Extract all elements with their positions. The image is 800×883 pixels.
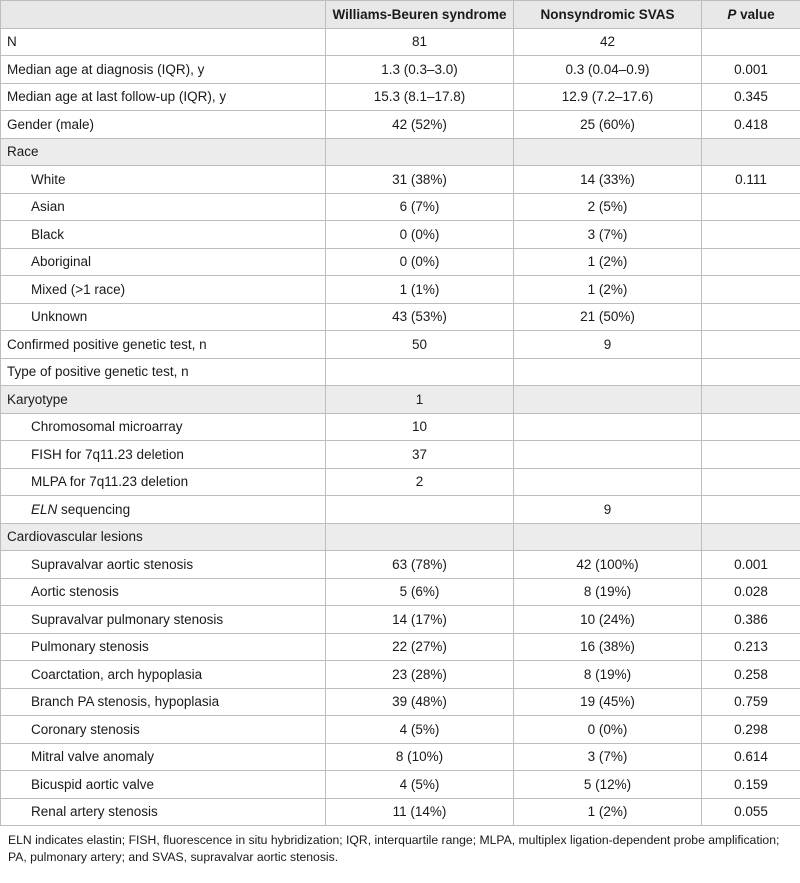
table-row bbox=[1, 468, 800, 496]
cell-wbs: 15.3 (8.1–17.8) bbox=[326, 83, 514, 111]
cell-wbs: 0 (0%) bbox=[326, 248, 514, 276]
cell-svas: 0 (0%) bbox=[514, 716, 702, 744]
table-row bbox=[1, 331, 800, 359]
cell-p-value bbox=[702, 386, 800, 414]
cell-svas: 5 (12%) bbox=[514, 771, 702, 799]
cell-svas: 1 (2%) bbox=[514, 276, 702, 304]
table-row bbox=[1, 578, 800, 606]
cell-wbs: 5 (6%) bbox=[326, 578, 514, 606]
cell-svas: 8 (19%) bbox=[514, 578, 702, 606]
cell-wbs: 1 bbox=[326, 386, 514, 414]
table-body bbox=[1, 28, 800, 826]
row-label: Karyotype bbox=[1, 386, 326, 414]
cell-svas bbox=[514, 138, 702, 166]
cell-wbs: 42 (52%) bbox=[326, 111, 514, 139]
cell-wbs: 50 bbox=[326, 331, 514, 359]
cell-wbs: 1 (1%) bbox=[326, 276, 514, 304]
cell-wbs bbox=[326, 358, 514, 386]
cell-svas: 3 (7%) bbox=[514, 743, 702, 771]
cell-svas: 16 (38%) bbox=[514, 633, 702, 661]
header-svas: Nonsyndromic SVAS bbox=[514, 1, 702, 29]
table-row bbox=[1, 441, 800, 469]
cell-svas bbox=[514, 413, 702, 441]
row-label: Coronary stenosis bbox=[1, 716, 326, 744]
row-label-rest: sequencing bbox=[57, 501, 131, 517]
table-row bbox=[1, 56, 800, 84]
cell-wbs bbox=[326, 523, 514, 551]
cell-wbs: 10 bbox=[326, 413, 514, 441]
cell-wbs: 14 (17%) bbox=[326, 606, 514, 634]
cell-svas bbox=[514, 468, 702, 496]
row-label: Median age at diagnosis (IQR), y bbox=[1, 56, 326, 84]
cell-svas: 1 (2%) bbox=[514, 798, 702, 826]
row-label: Branch PA stenosis, hypoplasia bbox=[1, 688, 326, 716]
row-label: Pulmonary stenosis bbox=[1, 633, 326, 661]
cell-p-value: 0.028 bbox=[702, 578, 800, 606]
row-label: Gender (male) bbox=[1, 111, 326, 139]
cell-svas: 0.3 (0.04–0.9) bbox=[514, 56, 702, 84]
table-row bbox=[1, 166, 800, 194]
cell-p-value bbox=[702, 358, 800, 386]
row-label: Mixed (>1 race) bbox=[1, 276, 326, 304]
cell-svas: 14 (33%) bbox=[514, 166, 702, 194]
cell-svas bbox=[514, 358, 702, 386]
cell-p-value: 0.345 bbox=[702, 83, 800, 111]
table-row bbox=[1, 688, 800, 716]
cell-svas: 8 (19%) bbox=[514, 661, 702, 689]
row-label bbox=[1, 496, 326, 524]
header-p-rest: value bbox=[736, 6, 775, 22]
table-row bbox=[1, 743, 800, 771]
cell-p-value bbox=[702, 138, 800, 166]
table-row bbox=[1, 358, 800, 386]
row-label: Coarctation, arch hypoplasia bbox=[1, 661, 326, 689]
cell-wbs: 31 (38%) bbox=[326, 166, 514, 194]
row-label: Type of positive genetic test, n bbox=[1, 358, 326, 386]
table-row bbox=[1, 303, 800, 331]
table-row bbox=[1, 496, 800, 524]
row-label: Race bbox=[1, 138, 326, 166]
cell-wbs bbox=[326, 138, 514, 166]
table-row bbox=[1, 551, 800, 579]
row-label: Aortic stenosis bbox=[1, 578, 326, 606]
table-row bbox=[1, 798, 800, 826]
table-row bbox=[1, 248, 800, 276]
cell-p-value bbox=[702, 28, 800, 56]
table-row bbox=[1, 771, 800, 799]
row-label: Confirmed positive genetic test, n bbox=[1, 331, 326, 359]
cell-svas: 21 (50%) bbox=[514, 303, 702, 331]
row-label: Mitral valve anomaly bbox=[1, 743, 326, 771]
header-row bbox=[1, 1, 800, 29]
row-label: Black bbox=[1, 221, 326, 249]
header-p-letter: P bbox=[727, 6, 737, 22]
cell-wbs: 39 (48%) bbox=[326, 688, 514, 716]
cell-p-value: 0.213 bbox=[702, 633, 800, 661]
cell-p-value bbox=[702, 413, 800, 441]
cell-p-value bbox=[702, 221, 800, 249]
table-row bbox=[1, 413, 800, 441]
table-row bbox=[1, 661, 800, 689]
header-p-value bbox=[702, 1, 800, 29]
table-row bbox=[1, 716, 800, 744]
cell-p-value bbox=[702, 276, 800, 304]
cell-p-value bbox=[702, 496, 800, 524]
cell-p-value bbox=[702, 303, 800, 331]
row-label: Median age at last follow-up (IQR), y bbox=[1, 83, 326, 111]
cell-svas: 42 bbox=[514, 28, 702, 56]
cell-p-value bbox=[702, 248, 800, 276]
cell-wbs: 4 (5%) bbox=[326, 771, 514, 799]
cell-svas: 3 (7%) bbox=[514, 221, 702, 249]
cell-wbs: 1.3 (0.3–3.0) bbox=[326, 56, 514, 84]
row-label-italic: ELN bbox=[31, 501, 58, 517]
cell-svas bbox=[514, 523, 702, 551]
cell-svas: 9 bbox=[514, 496, 702, 524]
cell-p-value: 0.159 bbox=[702, 771, 800, 799]
table-row bbox=[1, 193, 800, 221]
cell-p-value: 0.614 bbox=[702, 743, 800, 771]
cell-svas bbox=[514, 441, 702, 469]
cell-svas: 9 bbox=[514, 331, 702, 359]
table-row bbox=[1, 606, 800, 634]
cell-svas: 19 (45%) bbox=[514, 688, 702, 716]
row-label: Renal artery stenosis bbox=[1, 798, 326, 826]
cell-p-value bbox=[702, 441, 800, 469]
cell-svas: 2 (5%) bbox=[514, 193, 702, 221]
row-label: Aboriginal bbox=[1, 248, 326, 276]
cell-wbs: 22 (27%) bbox=[326, 633, 514, 661]
cell-wbs: 6 (7%) bbox=[326, 193, 514, 221]
row-label: FISH for 7q11.23 deletion bbox=[1, 441, 326, 469]
cell-p-value bbox=[702, 468, 800, 496]
cell-p-value: 0.418 bbox=[702, 111, 800, 139]
cell-p-value: 0.001 bbox=[702, 56, 800, 84]
cell-wbs: 4 (5%) bbox=[326, 716, 514, 744]
cell-svas bbox=[514, 386, 702, 414]
cell-svas: 25 (60%) bbox=[514, 111, 702, 139]
cell-p-value: 0.111 bbox=[702, 166, 800, 194]
row-label: Cardiovascular lesions bbox=[1, 523, 326, 551]
header-blank-cell bbox=[1, 1, 326, 29]
table-row bbox=[1, 138, 800, 166]
cell-wbs: 11 (14%) bbox=[326, 798, 514, 826]
cell-wbs: 0 (0%) bbox=[326, 221, 514, 249]
cell-wbs: 81 bbox=[326, 28, 514, 56]
row-label: Supravalvar pulmonary stenosis bbox=[1, 606, 326, 634]
table-row bbox=[1, 83, 800, 111]
cell-p-value bbox=[702, 331, 800, 359]
row-label: N bbox=[1, 28, 326, 56]
table-row bbox=[1, 111, 800, 139]
cell-p-value bbox=[702, 193, 800, 221]
cell-svas: 1 (2%) bbox=[514, 248, 702, 276]
cell-p-value: 0.001 bbox=[702, 551, 800, 579]
row-label: Bicuspid aortic valve bbox=[1, 771, 326, 799]
row-label: Supravalvar aortic stenosis bbox=[1, 551, 326, 579]
cell-svas: 10 (24%) bbox=[514, 606, 702, 634]
table-footnote: ELN indicates elastin; FISH, fluorescence in situ hybridization; IQR, interquartile range; MLPA, multiplex ligation-dependent probe amplification; PA, pulmonary artery; and SVAS, supravalvar aortic stenosis. bbox=[8, 833, 780, 864]
table-row bbox=[1, 633, 800, 661]
cell-wbs: 63 (78%) bbox=[326, 551, 514, 579]
cell-svas: 12.9 (7.2–17.6) bbox=[514, 83, 702, 111]
cell-wbs bbox=[326, 496, 514, 524]
cell-p-value bbox=[702, 523, 800, 551]
cell-wbs: 8 (10%) bbox=[326, 743, 514, 771]
row-label: Chromosomal microarray bbox=[1, 413, 326, 441]
row-label: MLPA for 7q11.23 deletion bbox=[1, 468, 326, 496]
cell-p-value: 0.258 bbox=[702, 661, 800, 689]
row-label: Unknown bbox=[1, 303, 326, 331]
header-wbs: Williams-Beuren syndrome bbox=[326, 1, 514, 29]
table-row bbox=[1, 523, 800, 551]
row-label: Asian bbox=[1, 193, 326, 221]
cell-p-value: 0.759 bbox=[702, 688, 800, 716]
row-label: White bbox=[1, 166, 326, 194]
cell-svas: 42 (100%) bbox=[514, 551, 702, 579]
cell-p-value: 0.055 bbox=[702, 798, 800, 826]
cell-wbs: 2 bbox=[326, 468, 514, 496]
cell-wbs: 37 bbox=[326, 441, 514, 469]
cell-wbs: 43 (53%) bbox=[326, 303, 514, 331]
table-row bbox=[1, 221, 800, 249]
cell-p-value: 0.298 bbox=[702, 716, 800, 744]
table-row bbox=[1, 276, 800, 304]
table-row bbox=[1, 28, 800, 56]
cell-p-value: 0.386 bbox=[702, 606, 800, 634]
table-row bbox=[1, 386, 800, 414]
cell-wbs: 23 (28%) bbox=[326, 661, 514, 689]
